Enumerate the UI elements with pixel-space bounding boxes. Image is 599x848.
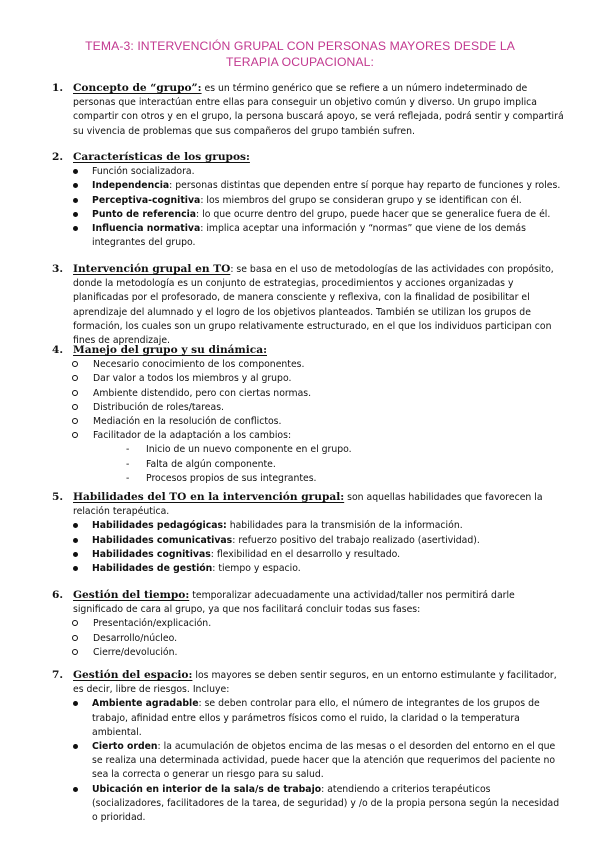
circle-bullet-icon	[72, 390, 78, 396]
list-item: Ambiente agradable: se deben controlar para ello, el número de integrantes de los grupos de trabajo, afinidad entre ellos y parámetros físicos como el ruido, la claridad o la temperatura ambiental.	[52, 697, 564, 740]
circle-bullet-icon	[72, 404, 78, 410]
bullet-icon	[73, 538, 78, 543]
section-text: : se basa en el uso de metodologías de las actividades con propósito, donde la metodología es un conjunto de estrategias, procedimientos y acciones organizadas y planificadas por el profesorado, de manera consciente y reflexiva, con la finalidad de posibilitar el aprendizaje del alumnado y el logro de los objetivos planteados. También se utilizan los grupos de formación, los cuales son un grupo relativamente estructurado, en el que los individuos participan con fines de aprendizaje.	[73, 264, 554, 347]
list-item: Necesario conocimiento de los componentes.	[52, 358, 564, 372]
section-concepto-grupo	[52, 81, 564, 139]
list-item: Habilidades cognitivas: flexibilidad en el desarrollo y resultado.	[52, 548, 564, 562]
section-number: 2.	[52, 151, 64, 163]
list-item: Dar valor a todos los miembros y al grupo.	[52, 372, 564, 386]
dash-marker: -	[126, 444, 130, 456]
bullet-icon	[73, 787, 78, 792]
section-intervencion-grupal	[52, 262, 564, 348]
list-item: Ambiente distendido, pero con ciertas normas.	[52, 387, 564, 401]
sub-list-item: - Falta de algún componente.	[52, 458, 564, 472]
bullet-icon	[73, 566, 78, 571]
list-item: Perceptiva-cognitiva: los miembros del grupo se consideran grupo y se identifican con él.	[52, 194, 564, 208]
dash-marker: -	[126, 458, 130, 470]
section-number: 3.	[52, 263, 64, 275]
section-text: es un término genérico que se refiere a un número indeterminado de personas que interactúan entre ellas para conseguir un objetivo común y diverso. Un grupo implica compartir con otros y en el grupo, la persona buscará apoyo, se verá reflejada, podrá sentir y compartirá su vivencia de problemas que sus compañeros del grupo también sufren.	[73, 83, 564, 137]
bullet-icon	[73, 701, 78, 706]
section-gestion-tiempo	[52, 588, 564, 660]
section-number: 4.	[52, 344, 64, 356]
circle-bullet-icon	[72, 432, 78, 438]
sub-list-item: - Procesos propios de sus integrantes.	[52, 472, 564, 486]
list-item: Independencia: personas distintas que dependen entre sí porque hay reparto de funciones y roles.	[52, 179, 564, 193]
list-item: Habilidades comunicativas: refuerzo positivo del trabajo realizado (asertividad).	[52, 534, 564, 548]
section-text: temporalizar adecuadamente una actividad/taller nos permitirá darle significado de cara al grupo, ya que nos facilitará concluir todas sus fases:	[73, 590, 515, 616]
section-habilidades-to	[52, 490, 564, 576]
section-heading: Concepto de “grupo”:	[73, 82, 202, 94]
section-number: 1.	[52, 82, 64, 94]
list-item: Presentación/explicación.	[52, 617, 564, 631]
circle-bullet-icon	[72, 620, 78, 626]
circle-bullet-icon	[72, 361, 78, 367]
section-text: los mayores se deben sentir seguros, en un entorno estimulante y facilitador, es decir, libre de riesgos. Incluye:	[73, 670, 557, 696]
bullet-icon	[73, 552, 78, 557]
circle-bullet-icon	[72, 649, 78, 655]
sub-list-item: - Inicio de un nuevo componente en el grupo.	[52, 443, 564, 457]
section-heading: Intervención grupal en TO	[73, 263, 231, 275]
list-item: Punto de referencia: lo que ocurre dentro del grupo, puede hacer que se generalice fuera de él.	[52, 208, 564, 222]
section-caracteristicas	[52, 150, 564, 250]
bullet-icon	[73, 198, 78, 203]
dash-list	[52, 443, 564, 486]
list-item: Mediación en la resolución de conflictos.	[52, 415, 564, 429]
section-number: 7.	[52, 669, 64, 681]
section-heading: Manejo del grupo y su dinámica:	[73, 344, 267, 356]
bullet-icon	[73, 226, 78, 231]
circle-bullet-icon	[72, 375, 78, 381]
bullet-icon	[73, 212, 78, 217]
bullet-icon	[73, 169, 78, 174]
section-gestion-espacio	[52, 668, 564, 825]
document-title: TEMA-3: INTERVENCIÓN GRUPAL CON PERSONAS MAYORES DESDE LA TERAPIA OCUPACIONAL:	[85, 39, 515, 69]
bullet-list	[52, 697, 564, 825]
bullet-icon	[73, 183, 78, 188]
list-item: Distribución de roles/tareas.	[52, 401, 564, 415]
list-item: Cierre/devolución.	[52, 646, 564, 660]
circle-list	[52, 617, 564, 660]
bullet-list	[52, 519, 564, 576]
section-heading: Gestión del tiempo:	[73, 589, 190, 601]
bullet-icon	[73, 744, 78, 749]
dash-marker: -	[126, 472, 130, 484]
list-item: Cierto orden: la acumulación de objetos encima de las mesas o el desorden del entorno en el que se realiza una determinada actividad, puede hacer que la atención que requerimos del paciente no sea la correcta o generar un riesgo para su salud.	[52, 740, 564, 783]
section-number: 6.	[52, 589, 64, 601]
list-item: Desarrollo/núcleo.	[52, 632, 564, 646]
section-manejo-grupo	[52, 343, 564, 486]
section-heading: Habilidades del TO en la intervención grupal:	[73, 491, 345, 503]
list-item: Influencia normativa: implica aceptar una información y “normas” que viene de los demás integrantes del grupo.	[52, 222, 564, 250]
circle-list	[52, 358, 564, 443]
section-number: 5.	[52, 491, 64, 503]
circle-bullet-icon	[72, 418, 78, 424]
section-heading: Características de los grupos:	[73, 151, 250, 163]
list-item: Función socializadora.	[52, 165, 564, 179]
list-item: Ubicación en interior de la sala/s de trabajo: atendiendo a criterios terapéuticos (socializadores, facilitadores de la tarea, de seguridad) y /o de la propia persona según la necesidad o prioridad.	[52, 783, 564, 826]
bullet-list	[52, 165, 564, 250]
section-heading: Gestión del espacio:	[73, 669, 193, 681]
list-item: Habilidades pedagógicas: habilidades para la transmisión de la información.	[52, 519, 564, 533]
list-item: Habilidades de gestión: tiempo y espacio.	[52, 562, 564, 576]
circle-bullet-icon	[72, 635, 78, 641]
bullet-icon	[73, 523, 78, 528]
list-item: Facilitador de la adaptación a los cambios:	[52, 429, 564, 443]
section-text: son aquellas habilidades que favorecen la relación terapéutica.	[73, 492, 543, 518]
